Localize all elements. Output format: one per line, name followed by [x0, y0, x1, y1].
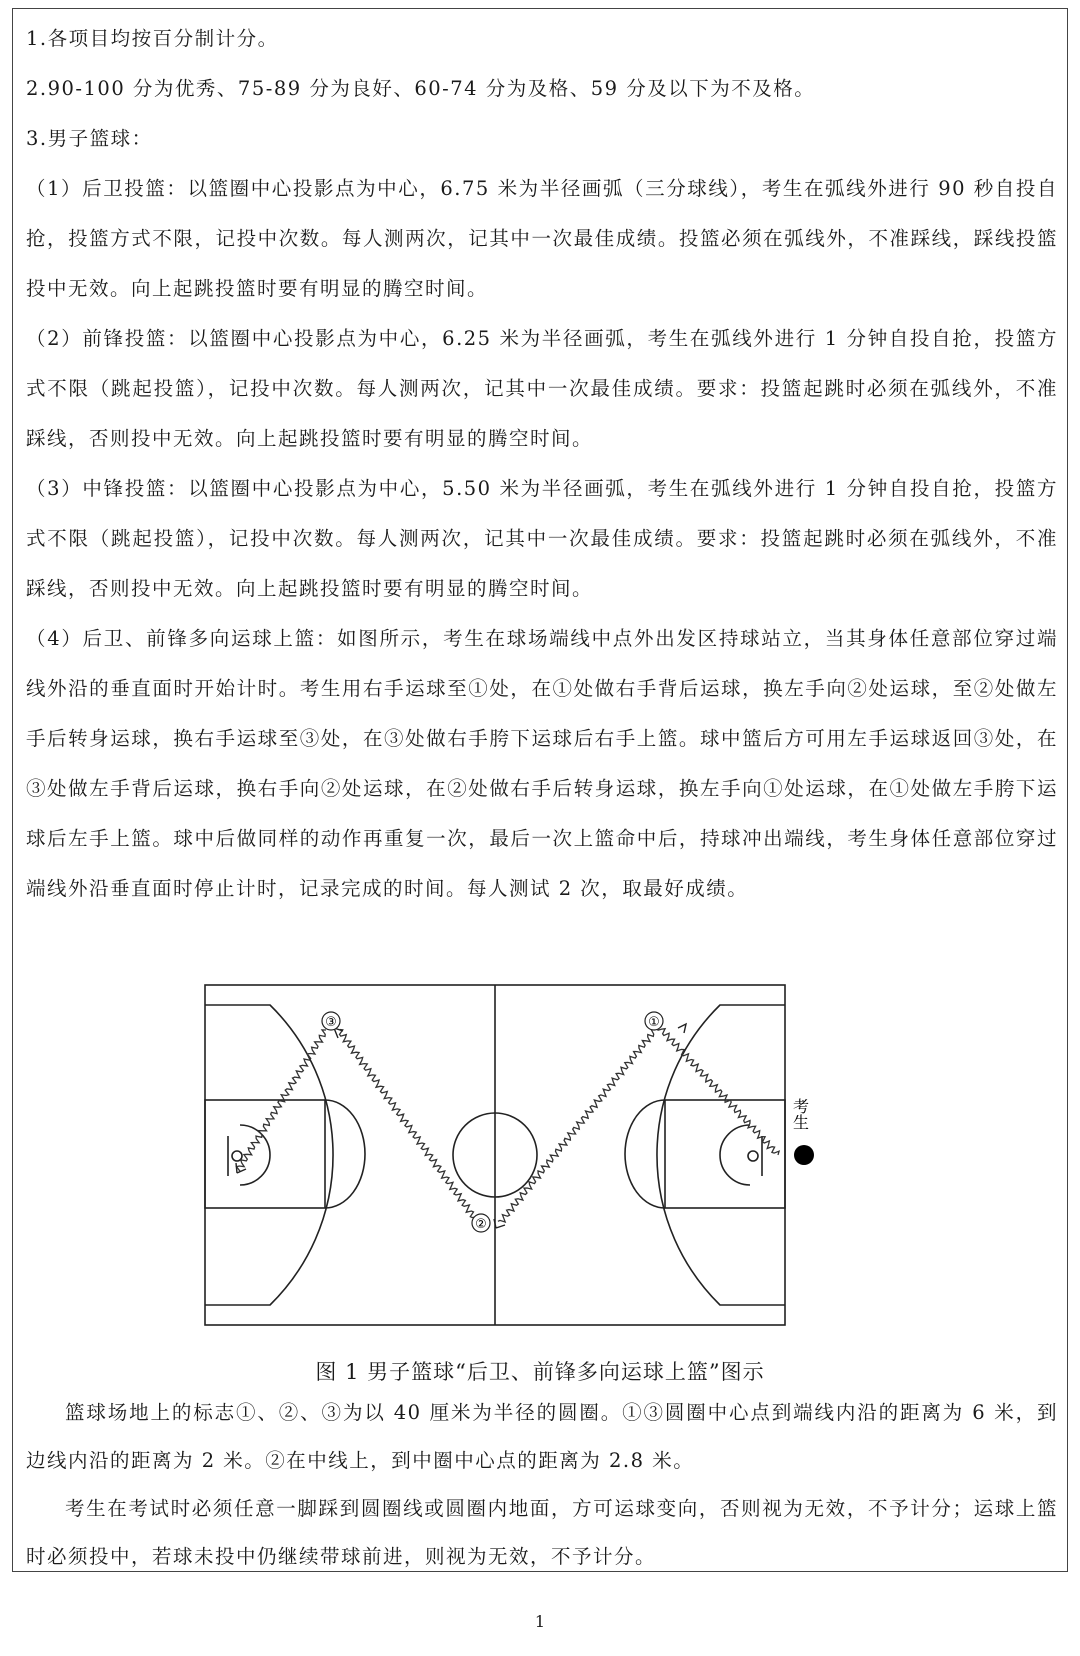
marker-3-label: ③ [325, 1015, 337, 1030]
rule-paragraph-2: 2.90-100 分为优秀、75-89 分为良好、60-74 分为及格、59 分及以下为不及格。 [26, 77, 816, 100]
right-free-throw-arc [625, 1100, 665, 1208]
rules-text [26, 14, 1058, 914]
rule-guard-shooting: （1）后卫投篮：以篮圈中心投影点为中心，6.75 米为半径画弧（三分球线），考生在弧线外进行 90 秒自投自抢，投篮方式不限，记投中次数。每人测两次，记其中一次最佳成绩。投篮必须在弧线外，不准踩线，踩线投篮投中无效。向上起跳投篮时要有明显的腾空时间。 [26, 177, 1058, 300]
path-start-to-1 [657, 1029, 779, 1155]
rule-forward-shooting: （2）前锋投篮：以篮圈中心投影点为中心，6.25 米为半径画弧，考生在弧线外进行 1 分钟自投自抢，投篮方式不限（跳起投篮），记投中次数。每人测两次，记其中一次最佳成绩。要求：投篮起跳时必须在弧线外，不准踩线，否则投中无效。向上起跳投篮时要有明显的腾空时间。 [26, 327, 1058, 450]
basketball-court-diagram [200, 980, 860, 1350]
right-key [665, 1100, 785, 1208]
rule-paragraph-1: 1.各项目均按百分制计分。 [26, 27, 279, 50]
rule-multi-direction-dribble: （4）后卫、前锋多向运球上篮：如图所示，考生在球场端线中点外出发区持球站立，当其身体任意部位穿过端线外沿的垂直面时开始计时。考生用右手运球至①处，在①处做右手背后运球，换左手向②处运球，至②处做左手后转身运球，换右手运球至③处，在③处做右手胯下运球后右手上篮。球中篮后方可用左手运球返回③处，在③处做左手背后运球，换右手向②处运球，在②处做右手后转身运球，换左手向①处运球，在①处做左手胯下运球后左手上篮。球中后做同样的动作再重复一次，最后一次上篮命中后，持球冲出端线，考生身体任意部位穿过端线外沿垂直面时停止计时，记录完成的时间。每人测试 2 次，取最好成绩。 [26, 627, 1058, 900]
dribble-paths [237, 1029, 780, 1222]
player-dot [794, 1145, 814, 1165]
right-hoop [748, 1151, 758, 1161]
marker-2-label: ② [475, 1217, 487, 1232]
player-label: 考生 [790, 1098, 810, 1130]
note-validity: 考生在考试时必须任意一脚踩到圆圈线或圆圈内地面，方可运球变向，否则视为无效，不予计分；运球上篮时必须投中，若球未投中仍继续带球前进，则视为无效，不予计分。 [26, 1497, 1058, 1568]
notes-block [26, 1389, 1058, 1581]
marker-1-label: ① [648, 1015, 660, 1030]
court-svg [200, 980, 860, 1350]
note-markers: 篮球场地上的标志①、②、③为以 40 厘米为半径的圆圈。①③圆圈中心点到端线内沿的距离为 6 米，到边线内沿的距离为 2 米。②在中线上，到中圈中心点的距离为 2.8 米。 [26, 1401, 1058, 1472]
right-three-point-line [657, 1005, 785, 1305]
page-number: 1 [534, 1612, 546, 1631]
left-three-point-line [205, 1005, 333, 1305]
rule-paragraph-3: 3.男子篮球： [26, 127, 153, 150]
left-key [205, 1100, 325, 1208]
rule-center-shooting: （3）中锋投篮：以篮圈中心投影点为中心，5.50 米为半径画弧，考生在弧线外进行 1 分钟自投自抢，投篮方式不限（跳起投篮），记投中次数。每人测两次，记其中一次最佳成绩。要求：投篮起跳时必须在弧线外，不准踩线，否则投中无效。向上起跳投篮时要有明显的腾空时间。 [26, 477, 1058, 600]
right-restricted-arc [720, 1125, 750, 1185]
left-free-throw-arc [325, 1100, 365, 1208]
figure-caption: 图 1 男子篮球“后卫、前锋多向运球上篮”图示 [315, 1360, 765, 1384]
path-2-to-3 [340, 1030, 478, 1221]
arrow-to-1 [678, 1024, 686, 1033]
